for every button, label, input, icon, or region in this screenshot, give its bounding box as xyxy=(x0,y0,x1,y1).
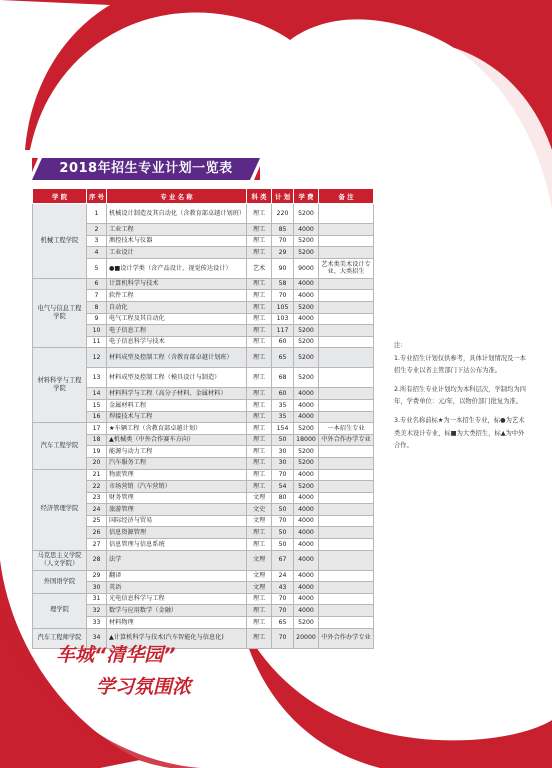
row-number: 1 xyxy=(87,204,107,224)
row-number: 9 xyxy=(87,313,107,325)
row-fee: 5200 xyxy=(294,617,319,629)
table-row xyxy=(33,423,374,435)
row-major: 国际经济与贸易 xyxy=(107,515,247,527)
row-plan: 117 xyxy=(272,325,294,337)
row-type: 理工 xyxy=(247,527,272,539)
row-plan: 70 xyxy=(272,593,294,605)
row-type: 文史 xyxy=(247,504,272,516)
row-note xyxy=(319,527,374,539)
row-note xyxy=(319,582,374,594)
row-type: 理工 xyxy=(247,617,272,629)
college-cell: 材料科学与工程学院 xyxy=(33,348,87,423)
row-fee: 4000 xyxy=(294,388,319,400)
row-major: 信息资源管理 xyxy=(107,527,247,539)
row-fee: 4000 xyxy=(294,515,319,527)
row-note xyxy=(319,399,374,411)
row-note xyxy=(319,570,374,582)
row-fee: 5200 xyxy=(294,325,319,337)
row-major: 金属材料工程 xyxy=(107,399,247,411)
row-note xyxy=(319,247,374,259)
row-plan: 105 xyxy=(272,301,294,313)
row-plan: 70 xyxy=(272,515,294,527)
row-type: 理工 xyxy=(247,593,272,605)
row-fee: 5200 xyxy=(294,235,319,247)
row-number: 10 xyxy=(87,325,107,337)
college-cell: 经济管理学院 xyxy=(33,469,87,550)
row-plan: 60 xyxy=(272,336,294,348)
row-number: 23 xyxy=(87,492,107,504)
row-number: 17 xyxy=(87,423,107,435)
row-note: 一本招生专业 xyxy=(319,423,374,435)
row-major: 焊接技术与工程 xyxy=(107,411,247,423)
row-number: 20 xyxy=(87,457,107,469)
row-type: 理工 xyxy=(247,457,272,469)
row-fee: 4000 xyxy=(294,527,319,539)
row-type: 理工 xyxy=(247,247,272,259)
row-fee: 4000 xyxy=(294,492,319,504)
row-type: 理工 xyxy=(247,423,272,435)
row-type: 理工 xyxy=(247,628,272,648)
table-row xyxy=(33,278,374,290)
header-number: 序 号 xyxy=(87,189,107,204)
row-note xyxy=(319,325,374,337)
row-number: 26 xyxy=(87,527,107,539)
row-major: 计算机科学与技术 xyxy=(107,278,247,290)
row-number: 34 xyxy=(87,628,107,648)
table-row xyxy=(33,550,374,570)
row-number: 29 xyxy=(87,570,107,582)
row-plan: 70 xyxy=(272,628,294,648)
row-fee: 4000 xyxy=(294,224,319,236)
row-major: 材料成型及控制工程（含教育部卓越计划班） xyxy=(107,348,247,368)
header-college: 学 院 xyxy=(33,189,87,204)
row-type: 理工 xyxy=(247,469,272,481)
row-plan: 24 xyxy=(272,570,294,582)
row-fee: 4000 xyxy=(294,278,319,290)
row-note xyxy=(319,224,374,236)
row-type: 理工 xyxy=(247,446,272,458)
table-row xyxy=(33,204,374,224)
row-fee: 5200 xyxy=(294,336,319,348)
row-fee: 4000 xyxy=(294,504,319,516)
row-fee: 5200 xyxy=(294,348,319,368)
row-fee: 5200 xyxy=(294,204,319,224)
row-plan: 43 xyxy=(272,582,294,594)
row-major: ▲计算机科学与技术(汽车智能化与信息化) xyxy=(107,628,247,648)
row-note: 中外合作办学专业 xyxy=(319,628,374,648)
table-row xyxy=(33,570,374,582)
row-note xyxy=(319,469,374,481)
row-plan: 220 xyxy=(272,204,294,224)
row-fee: 4000 xyxy=(294,399,319,411)
header-type: 科 类 xyxy=(247,189,272,204)
row-number: 31 xyxy=(87,593,107,605)
row-major: 信息管理与信息系统 xyxy=(107,539,247,551)
row-fee: 5200 xyxy=(294,457,319,469)
row-note xyxy=(319,446,374,458)
header-note: 备 注 xyxy=(319,189,374,204)
row-type: 理工 xyxy=(247,301,272,313)
table-header-row xyxy=(33,189,374,204)
row-number: 15 xyxy=(87,399,107,411)
row-number: 14 xyxy=(87,388,107,400)
row-fee: 4000 xyxy=(294,550,319,570)
row-type: 文理 xyxy=(247,570,272,582)
row-major: 财务管理 xyxy=(107,492,247,504)
row-plan: 35 xyxy=(272,411,294,423)
row-plan: 35 xyxy=(272,399,294,411)
row-number: 22 xyxy=(87,481,107,493)
row-fee: 4000 xyxy=(294,605,319,617)
college-cell: 汽车工程学院 xyxy=(33,423,87,469)
row-note xyxy=(319,550,374,570)
row-plan: 67 xyxy=(272,550,294,570)
row-major: 物流管理 xyxy=(107,469,247,481)
college-cell: 汽车工程师学院 xyxy=(33,628,87,648)
row-major: 汽车服务工程 xyxy=(107,457,247,469)
college-cell: 外国语学院 xyxy=(33,570,87,593)
row-note xyxy=(319,313,374,325)
header-major: 专 业 名 称 xyxy=(107,189,247,204)
row-plan: 65 xyxy=(272,617,294,629)
row-number: 11 xyxy=(87,336,107,348)
row-note xyxy=(319,593,374,605)
row-fee: 4000 xyxy=(294,593,319,605)
row-note xyxy=(319,204,374,224)
table-row xyxy=(33,469,374,481)
row-major: 数学与应用数学（金融） xyxy=(107,605,247,617)
row-number: 8 xyxy=(87,301,107,313)
row-plan: 30 xyxy=(272,457,294,469)
row-plan: 70 xyxy=(272,235,294,247)
row-number: 2 xyxy=(87,224,107,236)
row-type: 理工 xyxy=(247,313,272,325)
row-type: 理工 xyxy=(247,388,272,400)
enrollment-plan-table xyxy=(32,188,374,649)
row-note xyxy=(319,301,374,313)
row-major: 电气工程及其自动化 xyxy=(107,313,247,325)
row-fee: 5200 xyxy=(294,247,319,259)
row-plan: 50 xyxy=(272,527,294,539)
row-plan: 50 xyxy=(272,434,294,446)
row-note xyxy=(319,605,374,617)
row-type: 理工 xyxy=(247,290,272,302)
row-major: 电子信息科学与技术 xyxy=(107,336,247,348)
row-number: 33 xyxy=(87,617,107,629)
row-major: 工业工程 xyxy=(107,224,247,236)
row-number: 6 xyxy=(87,278,107,290)
row-type: 文理 xyxy=(247,515,272,527)
table-row xyxy=(33,348,374,368)
row-fee: 4000 xyxy=(294,539,319,551)
row-fee: 4000 xyxy=(294,469,319,481)
row-fee: 5200 xyxy=(294,481,319,493)
row-major: 能源与动力工程 xyxy=(107,446,247,458)
row-number: 25 xyxy=(87,515,107,527)
row-major: 材料成型及控制工程（模具设计与制造） xyxy=(107,368,247,388)
row-type: 理工 xyxy=(247,278,272,290)
row-note xyxy=(319,457,374,469)
row-number: 5 xyxy=(87,258,107,278)
row-type: 文理 xyxy=(247,582,272,594)
row-type: 理工 xyxy=(247,235,272,247)
row-major: 电子信息工程 xyxy=(107,325,247,337)
row-type: 理工 xyxy=(247,368,272,388)
row-number: 7 xyxy=(87,290,107,302)
row-plan: 70 xyxy=(272,469,294,481)
row-plan: 65 xyxy=(272,348,294,368)
row-fee: 4000 xyxy=(294,290,319,302)
row-fee: 5200 xyxy=(294,368,319,388)
header-fee: 学 费 xyxy=(294,189,319,204)
row-note xyxy=(319,336,374,348)
row-major: 软件工程 xyxy=(107,290,247,302)
row-number: 21 xyxy=(87,469,107,481)
notes-heading: 注： xyxy=(394,342,407,349)
row-major: 市场营销（汽车营销） xyxy=(107,481,247,493)
row-note xyxy=(319,235,374,247)
row-note xyxy=(319,348,374,368)
title-banner xyxy=(32,158,260,180)
row-plan: 50 xyxy=(272,504,294,516)
row-plan: 103 xyxy=(272,313,294,325)
row-major: 材料科学与工程（高分子材料、金属材料） xyxy=(107,388,247,400)
row-note xyxy=(319,504,374,516)
row-fee: 5200 xyxy=(294,423,319,435)
row-number: 30 xyxy=(87,582,107,594)
row-fee: 4000 xyxy=(294,582,319,594)
row-plan: 30 xyxy=(272,446,294,458)
row-type: 理工 xyxy=(247,224,272,236)
row-major: 自动化 xyxy=(107,301,247,313)
row-type: 艺术 xyxy=(247,258,272,278)
college-cell: 电气与信息工程学院 xyxy=(33,278,87,348)
row-note: 中外合作办学专业 xyxy=(319,434,374,446)
row-fee: 18000 xyxy=(294,434,319,446)
college-cell: 理学院 xyxy=(33,593,87,628)
row-note xyxy=(319,492,374,504)
page-title: 2018年招生专业计划一览表 xyxy=(59,161,233,176)
row-major: ●■设计学类（含产品设计、视觉传达设计） xyxy=(107,258,247,278)
row-fee: 4000 xyxy=(294,570,319,582)
row-note xyxy=(319,617,374,629)
row-type: 理工 xyxy=(247,411,272,423)
row-fee: 5200 xyxy=(294,446,319,458)
row-number: 28 xyxy=(87,550,107,570)
row-plan: 58 xyxy=(272,278,294,290)
row-plan: 60 xyxy=(272,388,294,400)
row-number: 18 xyxy=(87,434,107,446)
row-plan: 80 xyxy=(272,492,294,504)
row-type: 理工 xyxy=(247,434,272,446)
row-note xyxy=(319,539,374,551)
row-note xyxy=(319,515,374,527)
row-note xyxy=(319,411,374,423)
row-fee: 20000 xyxy=(294,628,319,648)
row-plan: 70 xyxy=(272,290,294,302)
row-type: 理工 xyxy=(247,336,272,348)
table-row xyxy=(33,593,374,605)
row-major: 翻译 xyxy=(107,570,247,582)
row-note xyxy=(319,481,374,493)
slogan-line-1: 车城“清华园” xyxy=(56,644,176,666)
row-type: 理工 xyxy=(247,204,272,224)
notes-section xyxy=(394,340,526,459)
row-note xyxy=(319,388,374,400)
row-plan: 68 xyxy=(272,368,294,388)
header-plan: 计 划 xyxy=(272,189,294,204)
row-type: 文理 xyxy=(247,492,272,504)
college-cell: 机械工程学院 xyxy=(33,204,87,279)
row-type: 理工 xyxy=(247,399,272,411)
row-major: ★车辆工程（含教育部卓越计划） xyxy=(107,423,247,435)
row-plan: 29 xyxy=(272,247,294,259)
row-note xyxy=(319,368,374,388)
row-plan: 50 xyxy=(272,539,294,551)
row-major: 光电信息科学与工程 xyxy=(107,593,247,605)
row-number: 3 xyxy=(87,235,107,247)
row-number: 19 xyxy=(87,446,107,458)
row-note xyxy=(319,290,374,302)
row-type: 理工 xyxy=(247,605,272,617)
row-major: 工业设计 xyxy=(107,247,247,259)
row-note: 艺术类美术设计专业、大类招生 xyxy=(319,258,374,278)
row-number: 27 xyxy=(87,539,107,551)
row-number: 4 xyxy=(87,247,107,259)
row-plan: 54 xyxy=(272,481,294,493)
row-fee: 5200 xyxy=(294,301,319,313)
row-number: 13 xyxy=(87,368,107,388)
row-note xyxy=(319,278,374,290)
note-item: 3.专业名称前标★为一本招生专业，标●为艺术类美术设计专业，标■为大类招生，标▲为中外合作。 xyxy=(394,416,525,450)
note-item: 2.所有招生专业计划均为本科层次，学制均为四年，学费单位：元/年，以物价部门批复为准。 xyxy=(394,385,526,406)
row-major: 法学 xyxy=(107,550,247,570)
slogan-line-2: 学习氛围浓 xyxy=(96,676,192,698)
row-major: 材料物理 xyxy=(107,617,247,629)
row-major: ▲机械类（中外合作赛车方向） xyxy=(107,434,247,446)
row-major: 测控技术与仪器 xyxy=(107,235,247,247)
row-fee: 4000 xyxy=(294,313,319,325)
row-type: 理工 xyxy=(247,348,272,368)
row-number: 32 xyxy=(87,605,107,617)
row-number: 12 xyxy=(87,348,107,368)
row-number: 24 xyxy=(87,504,107,516)
row-major: 英语 xyxy=(107,582,247,594)
row-type: 理工 xyxy=(247,481,272,493)
row-type: 理工 xyxy=(247,539,272,551)
row-number: 16 xyxy=(87,411,107,423)
row-type: 理工 xyxy=(247,325,272,337)
row-fee: 9000 xyxy=(294,258,319,278)
row-fee: 4000 xyxy=(294,411,319,423)
row-type: 文理 xyxy=(247,550,272,570)
row-plan: 90 xyxy=(272,258,294,278)
note-item: 1.专业招生计划仅供参考，具体计划情况及一本招生专业以省主管部门下达公布为准。 xyxy=(394,354,526,375)
row-plan: 85 xyxy=(272,224,294,236)
row-plan: 154 xyxy=(272,423,294,435)
row-major: 旅游管理 xyxy=(107,504,247,516)
row-plan: 70 xyxy=(272,605,294,617)
college-cell: 马克思主义学院（人文学院） xyxy=(33,550,87,570)
row-major: 机械设计制造及其自动化（含教育部卓越计划班） xyxy=(107,204,247,224)
